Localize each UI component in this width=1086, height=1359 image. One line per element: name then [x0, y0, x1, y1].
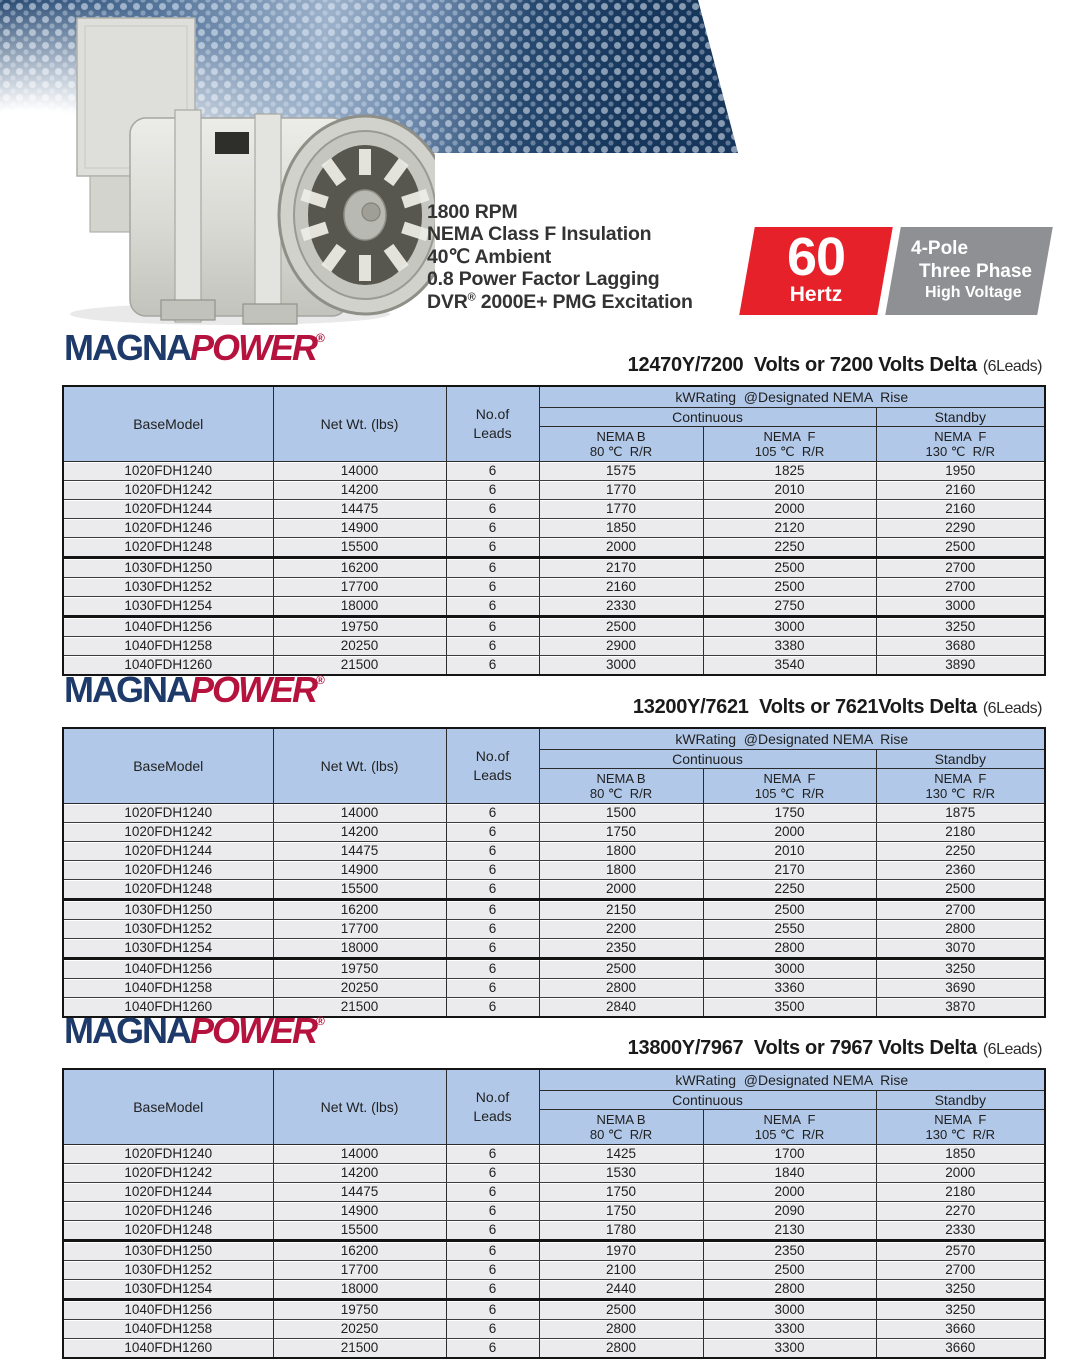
table-row [63, 959, 1045, 979]
cell-no-of-leads: 6 [446, 538, 539, 558]
spec-table [62, 1068, 1046, 1359]
pole-line: Three Phase [919, 260, 1032, 282]
cell-nema-f-105: 2000 [703, 1183, 876, 1202]
cell-base-model: 1020FDH1244 [63, 1183, 273, 1202]
cell-base-model: 1020FDH1240 [63, 804, 273, 823]
cell-nema-f-130: 2700 [876, 1261, 1045, 1280]
cell-no-of-leads: 6 [446, 1221, 539, 1241]
cell-net-wt: 14900 [273, 1202, 446, 1221]
cell-nema-f-130: 3070 [876, 939, 1045, 959]
cell-no-of-leads: 6 [446, 842, 539, 861]
cell-nema-f-130: 1875 [876, 804, 1045, 823]
cell-nema-f-130: 2500 [876, 538, 1045, 558]
col-header-nema-b: NEMA B 80 ℃ R/R [539, 427, 703, 462]
cell-nema-f-130: 3890 [876, 656, 1045, 676]
table-row [63, 939, 1045, 959]
cell-no-of-leads: 6 [446, 519, 539, 538]
nameplate [215, 132, 249, 154]
cell-nema-f-105: 3000 [703, 959, 876, 979]
cell-nema-f-105: 1825 [703, 462, 876, 481]
pole-line: 4-Pole [911, 237, 969, 259]
cell-net-wt: 14200 [273, 823, 446, 842]
cell-net-wt: 16200 [273, 900, 446, 920]
table-row [63, 462, 1045, 481]
cell-nema-f-130: 3250 [876, 617, 1045, 637]
table-row [63, 804, 1045, 823]
cell-nema-b-80: 2800 [539, 979, 703, 998]
cell-nema-f-105: 3000 [703, 1300, 876, 1320]
cell-base-model: 1040FDH1258 [63, 979, 273, 998]
cell-nema-f-130: 3250 [876, 959, 1045, 979]
cell-nema-f-105: 3500 [703, 998, 876, 1018]
cell-net-wt: 18000 [273, 1280, 446, 1300]
cell-nema-f-130: 1850 [876, 1145, 1045, 1164]
col-header-base-model: BaseModel [63, 386, 273, 462]
table-row [63, 823, 1045, 842]
cell-net-wt: 21500 [273, 1339, 446, 1359]
spec-table [62, 727, 1046, 1018]
cell-nema-b-80: 2170 [539, 558, 703, 578]
table-row [63, 1145, 1045, 1164]
cell-net-wt: 15500 [273, 880, 446, 900]
col-header-nema-f-130: NEMA F 130 ℃ R/R [876, 1110, 1045, 1145]
cell-nema-b-80: 2500 [539, 617, 703, 637]
cell-base-model: 1040FDH1256 [63, 959, 273, 979]
cell-nema-b-80: 2800 [539, 1320, 703, 1339]
cell-nema-b-80: 1770 [539, 500, 703, 519]
cell-net-wt: 14000 [273, 804, 446, 823]
cell-nema-b-80: 2000 [539, 538, 703, 558]
col-header-continuous: Continuous [539, 1091, 876, 1110]
cell-net-wt: 19750 [273, 959, 446, 979]
cell-nema-f-130: 3870 [876, 998, 1045, 1018]
cell-no-of-leads: 6 [446, 1164, 539, 1183]
cell-nema-f-105: 1700 [703, 1145, 876, 1164]
table-row [63, 637, 1045, 656]
cell-base-model: 1040FDH1258 [63, 637, 273, 656]
cell-nema-f-130: 3250 [876, 1280, 1045, 1300]
col-header-kw-rating: kWRating @Designated NEMA Rise [539, 1069, 1045, 1091]
cell-base-model: 1040FDH1256 [63, 1300, 273, 1320]
cell-base-model: 1040FDH1258 [63, 1320, 273, 1339]
cell-nema-f-130: 1950 [876, 462, 1045, 481]
cell-base-model: 1030FDH1254 [63, 597, 273, 617]
cell-nema-b-80: 2500 [539, 1300, 703, 1320]
cell-nema-f-105: 3000 [703, 617, 876, 637]
cell-nema-b-80: 1800 [539, 842, 703, 861]
registered-mark: ® [316, 673, 325, 687]
section-title: 12470Y/7200 Volts or 7200 Volts Delta (6Leads) [627, 354, 1042, 376]
cell-base-model: 1020FDH1244 [63, 842, 273, 861]
spec-list [427, 201, 737, 313]
cell-no-of-leads: 6 [446, 959, 539, 979]
cell-nema-f-105: 2800 [703, 1280, 876, 1300]
cell-nema-f-130: 2700 [876, 900, 1045, 920]
cell-base-model: 1030FDH1252 [63, 1261, 273, 1280]
hertz-value: 60 [786, 227, 846, 288]
cell-nema-f-130: 3680 [876, 637, 1045, 656]
cell-nema-b-80: 1850 [539, 519, 703, 538]
cell-nema-b-80: 2350 [539, 939, 703, 959]
cell-net-wt: 14475 [273, 500, 446, 519]
cell-base-model: 1020FDH1246 [63, 1202, 273, 1221]
cell-net-wt: 14000 [273, 462, 446, 481]
cell-no-of-leads: 6 [446, 1280, 539, 1300]
magnapower-logo: MAGNAPOWER® [64, 327, 325, 368]
col-header-standby: Standby [876, 1091, 1045, 1110]
cell-base-model: 1040FDH1260 [63, 656, 273, 676]
cell-nema-f-130: 2180 [876, 823, 1045, 842]
cell-base-model: 1020FDH1246 [63, 519, 273, 538]
cell-nema-f-130: 3660 [876, 1320, 1045, 1339]
cell-nema-f-105: 3360 [703, 979, 876, 998]
table-row [63, 1183, 1045, 1202]
cell-net-wt: 20250 [273, 979, 446, 998]
cell-no-of-leads: 6 [446, 920, 539, 939]
cell-nema-f-105: 2750 [703, 597, 876, 617]
cell-nema-f-105: 3300 [703, 1320, 876, 1339]
cell-nema-f-105: 2010 [703, 842, 876, 861]
cell-nema-b-80: 1750 [539, 1202, 703, 1221]
col-header-leads: No.of Leads [446, 386, 539, 462]
cell-no-of-leads: 6 [446, 1300, 539, 1320]
cell-nema-f-105: 2120 [703, 519, 876, 538]
cell-no-of-leads: 6 [446, 558, 539, 578]
table-row [63, 979, 1045, 998]
spec-line: DVR® 2000E+ PMG Excitation [427, 290, 693, 313]
cell-nema-f-130: 2570 [876, 1241, 1045, 1261]
cell-no-of-leads: 6 [446, 656, 539, 676]
lifting-strap [255, 114, 281, 322]
table-row [63, 880, 1045, 900]
cell-nema-f-130: 2160 [876, 500, 1045, 519]
table-row [63, 1202, 1045, 1221]
cell-nema-f-105: 2170 [703, 861, 876, 880]
cell-nema-b-80: 2160 [539, 578, 703, 597]
cell-nema-f-105: 2500 [703, 578, 876, 597]
cell-base-model: 1030FDH1250 [63, 558, 273, 578]
cell-no-of-leads: 6 [446, 1183, 539, 1202]
col-header-continuous: Continuous [539, 408, 876, 427]
cell-nema-f-105: 3300 [703, 1339, 876, 1359]
cell-nema-b-80: 2330 [539, 597, 703, 617]
cell-nema-f-130: 2500 [876, 880, 1045, 900]
cell-nema-f-130: 2000 [876, 1164, 1045, 1183]
cell-net-wt: 14200 [273, 481, 446, 500]
col-header-base-model: BaseModel [63, 728, 273, 804]
cell-nema-f-105: 2500 [703, 558, 876, 578]
cell-nema-f-130: 2270 [876, 1202, 1045, 1221]
table-row [63, 481, 1045, 500]
cell-net-wt: 17700 [273, 920, 446, 939]
cell-base-model: 1020FDH1240 [63, 1145, 273, 1164]
cell-base-model: 1020FDH1240 [63, 462, 273, 481]
cell-base-model: 1020FDH1244 [63, 500, 273, 519]
col-header-nema-f-130: NEMA F 130 ℃ R/R [876, 769, 1045, 804]
magnapower-logo: MAGNAPOWER® [64, 1010, 325, 1051]
cell-nema-f-105: 2500 [703, 900, 876, 920]
generator-product-image [35, 12, 435, 330]
cell-nema-f-105: 2350 [703, 1241, 876, 1261]
cell-net-wt: 17700 [273, 1261, 446, 1280]
lifting-strap [175, 110, 201, 322]
table-row [63, 1339, 1045, 1359]
cell-nema-f-105: 2800 [703, 939, 876, 959]
cell-nema-f-105: 2000 [703, 500, 876, 519]
cell-no-of-leads: 6 [446, 1320, 539, 1339]
registered-mark: ® [316, 331, 325, 345]
cell-base-model: 1040FDH1260 [63, 998, 273, 1018]
cell-base-model: 1020FDH1248 [63, 1221, 273, 1241]
cell-net-wt: 14475 [273, 842, 446, 861]
col-header-net-wt: Net Wt. (lbs) [273, 386, 446, 462]
table-row [63, 1164, 1045, 1183]
cell-base-model: 1040FDH1260 [63, 1339, 273, 1359]
table-row [63, 597, 1045, 617]
cell-nema-b-80: 1500 [539, 804, 703, 823]
cell-nema-f-105: 1840 [703, 1164, 876, 1183]
cell-no-of-leads: 6 [446, 1261, 539, 1280]
spec-table [62, 385, 1046, 676]
cell-net-wt: 14900 [273, 519, 446, 538]
cell-net-wt: 19750 [273, 617, 446, 637]
cell-no-of-leads: 6 [446, 880, 539, 900]
cell-base-model: 1020FDH1242 [63, 481, 273, 500]
cell-no-of-leads: 6 [446, 939, 539, 959]
cell-nema-f-105: 2090 [703, 1202, 876, 1221]
table-row [63, 920, 1045, 939]
col-header-leads: No.of Leads [446, 1069, 539, 1145]
cell-nema-f-130: 3690 [876, 979, 1045, 998]
col-header-base-model: BaseModel [63, 1069, 273, 1145]
cell-nema-f-105: 2250 [703, 880, 876, 900]
cell-base-model: 1040FDH1256 [63, 617, 273, 637]
cell-no-of-leads: 6 [446, 462, 539, 481]
cell-base-model: 1030FDH1252 [63, 920, 273, 939]
cell-no-of-leads: 6 [446, 1145, 539, 1164]
cell-no-of-leads: 6 [446, 823, 539, 842]
cell-nema-f-130: 3000 [876, 597, 1045, 617]
table-row [63, 1241, 1045, 1261]
cell-nema-f-130: 2290 [876, 519, 1045, 538]
table-row [63, 519, 1045, 538]
cell-net-wt: 20250 [273, 1320, 446, 1339]
cell-nema-b-80: 2150 [539, 900, 703, 920]
cell-nema-b-80: 2840 [539, 998, 703, 1018]
col-header-nema-f-130: NEMA F 130 ℃ R/R [876, 427, 1045, 462]
spec-line: NEMA Class F Insulation [427, 223, 652, 246]
cell-base-model: 1030FDH1250 [63, 900, 273, 920]
cell-base-model: 1020FDH1248 [63, 880, 273, 900]
cell-net-wt: 15500 [273, 538, 446, 558]
spec-line: 40℃ Ambient [427, 245, 552, 268]
registered-mark: ® [467, 291, 476, 304]
cell-base-model: 1020FDH1242 [63, 1164, 273, 1183]
cell-net-wt: 14475 [273, 1183, 446, 1202]
table-row [63, 617, 1045, 637]
cell-net-wt: 21500 [273, 656, 446, 676]
cell-nema-b-80: 2200 [539, 920, 703, 939]
cell-net-wt: 20250 [273, 637, 446, 656]
table-row [63, 538, 1045, 558]
cell-nema-f-130: 2180 [876, 1183, 1045, 1202]
magnapower-logo: MAGNAPOWER® [64, 669, 325, 710]
cell-nema-f-130: 3250 [876, 1300, 1045, 1320]
table-row [63, 861, 1045, 880]
cell-net-wt: 16200 [273, 558, 446, 578]
cell-no-of-leads: 6 [446, 1339, 539, 1359]
cell-no-of-leads: 6 [446, 979, 539, 998]
shaft [362, 203, 380, 221]
cell-nema-f-105: 2250 [703, 538, 876, 558]
cell-no-of-leads: 6 [446, 804, 539, 823]
cell-net-wt: 14900 [273, 861, 446, 880]
cell-nema-b-80: 2440 [539, 1280, 703, 1300]
cell-nema-f-105: 3380 [703, 637, 876, 656]
cell-nema-b-80: 1770 [539, 481, 703, 500]
col-header-standby: Standby [876, 408, 1045, 427]
mounting-foot [161, 300, 215, 320]
cell-nema-f-130: 3660 [876, 1339, 1045, 1359]
cell-nema-f-130: 2160 [876, 481, 1045, 500]
cell-nema-f-105: 3540 [703, 656, 876, 676]
col-header-kw-rating: kWRating @Designated NEMA Rise [539, 386, 1045, 408]
table-row [63, 1300, 1045, 1320]
cell-nema-b-80: 2100 [539, 1261, 703, 1280]
pole-line: High Voltage [925, 284, 1022, 302]
cell-base-model: 1030FDH1254 [63, 1280, 273, 1300]
cell-no-of-leads: 6 [446, 481, 539, 500]
col-header-continuous: Continuous [539, 750, 876, 769]
cell-nema-f-105: 2500 [703, 1261, 876, 1280]
hertz-unit: Hertz [789, 282, 843, 306]
pole-badge [885, 227, 1053, 315]
col-header-standby: Standby [876, 750, 1045, 769]
cell-nema-b-80: 1750 [539, 823, 703, 842]
table-row [63, 500, 1045, 519]
col-header-kw-rating: kWRating @Designated NEMA Rise [539, 728, 1045, 750]
cell-no-of-leads: 6 [446, 637, 539, 656]
cell-no-of-leads: 6 [446, 578, 539, 597]
col-header-nema-b: NEMA B 80 ℃ R/R [539, 1110, 703, 1145]
cell-base-model: 1030FDH1252 [63, 578, 273, 597]
spec-line: 1800 RPM [427, 201, 518, 223]
cell-nema-f-130: 2700 [876, 558, 1045, 578]
cell-nema-b-80: 2000 [539, 880, 703, 900]
hertz-badge [739, 227, 893, 315]
cell-base-model: 1020FDH1248 [63, 538, 273, 558]
cell-no-of-leads: 6 [446, 1202, 539, 1221]
cell-no-of-leads: 6 [446, 617, 539, 637]
cell-base-model: 1030FDH1250 [63, 1241, 273, 1261]
col-header-nema-f-105: NEMA F 105 ℃ R/R [703, 1110, 876, 1145]
spec-line: 0.8 Power Factor Lagging [427, 268, 660, 291]
cell-net-wt: 21500 [273, 998, 446, 1018]
cell-net-wt: 16200 [273, 1241, 446, 1261]
cell-nema-f-130: 2250 [876, 842, 1045, 861]
col-header-leads: No.of Leads [446, 728, 539, 804]
cell-nema-f-105: 2000 [703, 823, 876, 842]
cell-nema-f-130: 2330 [876, 1221, 1045, 1241]
cell-net-wt: 14000 [273, 1145, 446, 1164]
cell-net-wt: 18000 [273, 939, 446, 959]
cell-nema-f-105: 2130 [703, 1221, 876, 1241]
table-row [63, 1280, 1045, 1300]
cell-base-model: 1020FDH1242 [63, 823, 273, 842]
cell-nema-b-80: 1800 [539, 861, 703, 880]
cell-no-of-leads: 6 [446, 900, 539, 920]
cell-nema-b-80: 1530 [539, 1164, 703, 1183]
cell-no-of-leads: 6 [446, 861, 539, 880]
table-row [63, 1261, 1045, 1280]
table-row [63, 558, 1045, 578]
cell-nema-b-80: 2500 [539, 959, 703, 979]
cell-nema-b-80: 1750 [539, 1183, 703, 1202]
cell-nema-b-80: 1780 [539, 1221, 703, 1241]
cell-net-wt: 17700 [273, 578, 446, 597]
registered-mark: ® [316, 1014, 325, 1028]
cell-nema-f-130: 2800 [876, 920, 1045, 939]
col-header-net-wt: Net Wt. (lbs) [273, 728, 446, 804]
cell-net-wt: 18000 [273, 597, 446, 617]
cell-nema-b-80: 1970 [539, 1241, 703, 1261]
cell-nema-f-105: 2010 [703, 481, 876, 500]
cell-no-of-leads: 6 [446, 998, 539, 1018]
cell-nema-b-80: 2800 [539, 1339, 703, 1359]
cell-nema-b-80: 1425 [539, 1145, 703, 1164]
col-header-nema-f-105: NEMA F 105 ℃ R/R [703, 427, 876, 462]
cell-nema-f-130: 2360 [876, 861, 1045, 880]
cell-nema-f-105: 1750 [703, 804, 876, 823]
cell-nema-b-80: 2900 [539, 637, 703, 656]
section-title: 13200Y/7621 Volts or 7621Volts Delta (6Leads) [632, 696, 1042, 718]
cell-net-wt: 14200 [273, 1164, 446, 1183]
cell-base-model: 1020FDH1246 [63, 861, 273, 880]
cell-net-wt: 19750 [273, 1300, 446, 1320]
cell-net-wt: 15500 [273, 1221, 446, 1241]
table-row [63, 1221, 1045, 1241]
table-row [63, 842, 1045, 861]
cell-no-of-leads: 6 [446, 1241, 539, 1261]
cell-nema-f-130: 2700 [876, 578, 1045, 597]
table-row [63, 900, 1045, 920]
cell-nema-b-80: 1575 [539, 462, 703, 481]
cell-base-model: 1030FDH1254 [63, 939, 273, 959]
cell-no-of-leads: 6 [446, 500, 539, 519]
col-header-nema-f-105: NEMA F 105 ℃ R/R [703, 769, 876, 804]
mounting-foot [243, 304, 297, 324]
cell-nema-f-105: 2550 [703, 920, 876, 939]
table-row [63, 578, 1045, 597]
col-header-nema-b: NEMA B 80 ℃ R/R [539, 769, 703, 804]
cell-no-of-leads: 6 [446, 597, 539, 617]
table-row [63, 1320, 1045, 1339]
section-title: 13800Y/7967 Volts or 7967 Volts Delta (6Leads) [627, 1037, 1042, 1059]
col-header-net-wt: Net Wt. (lbs) [273, 1069, 446, 1145]
cell-nema-b-80: 3000 [539, 656, 703, 676]
